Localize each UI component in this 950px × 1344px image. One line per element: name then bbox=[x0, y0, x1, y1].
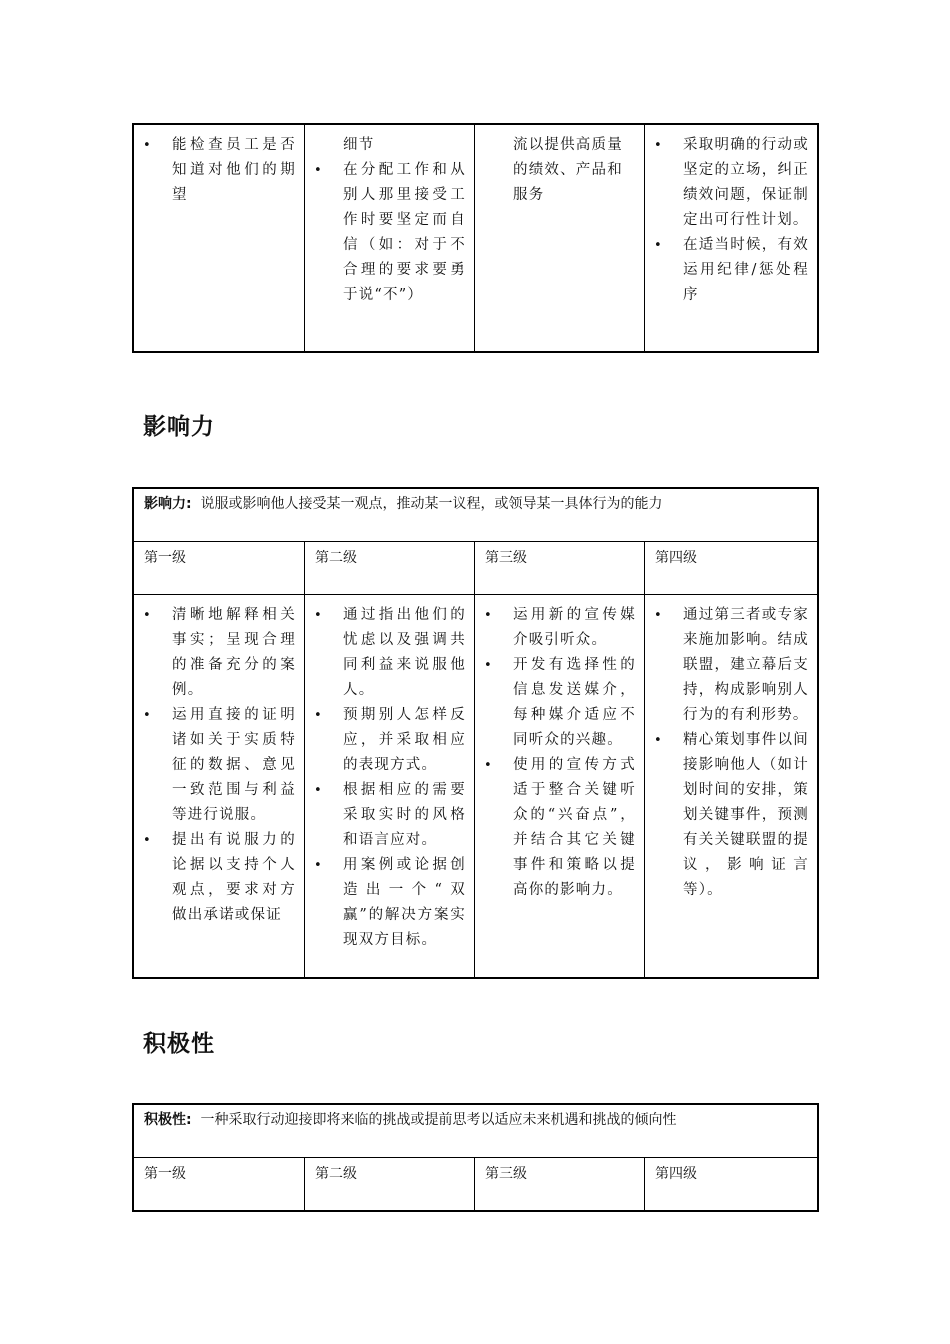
level-header: 第四级 bbox=[645, 1158, 818, 1211]
list-item: • 运用新的宣传媒介吸引听众。 bbox=[475, 603, 644, 653]
influence-level-4 bbox=[645, 595, 818, 978]
list-item: • 开发有选择性的信息发送媒介，每种媒介适应不同听众的兴趣。 bbox=[475, 653, 644, 753]
initiative-table bbox=[133, 1104, 818, 1211]
top-col-3 bbox=[475, 125, 645, 352]
level-header: 第一级 bbox=[134, 542, 305, 595]
list-item: • 使用的宣传方式适于整合关键听众的“兴奋点”，并结合其它关键事件和策略以提高你的影响力。 bbox=[475, 753, 644, 903]
influence-level-2 bbox=[305, 595, 475, 978]
list-item: • 在分配工作和从别人那里接受工作时要坚定而自信（如：对于不合理的要求要勇于说“不”） bbox=[305, 158, 474, 308]
initiative-definition bbox=[134, 1105, 818, 1158]
list-item: • 通过第三者或专家来施加影响。结成联盟，建立幕后支持，构成影响别人行为的有利形势。 bbox=[645, 603, 817, 728]
level-header: 第三级 bbox=[475, 1158, 645, 1211]
top-col-1 bbox=[134, 125, 305, 352]
list-item: • 提出有说服力的论据以支持个人观点，要求对方做出承诺或保证 bbox=[134, 828, 304, 928]
list-item: • 能检查员工是否知道对他们的期望 bbox=[134, 133, 304, 208]
list-item: • 通过指出他们的忧虑以及强调共同利益来说服他人。 bbox=[305, 603, 474, 703]
level-header: 第三级 bbox=[475, 542, 645, 595]
section-heading-influence: 影响力 bbox=[143, 414, 215, 440]
top-col-2 bbox=[305, 125, 475, 352]
definition-label: 影响力: bbox=[144, 496, 192, 512]
influence-level-3 bbox=[475, 595, 645, 978]
level-header: 第四级 bbox=[645, 542, 818, 595]
influence-level-1 bbox=[134, 595, 305, 978]
list-item: • 运用直接的证明诸如关于实质特征的数据、意见一致范围与利益等进行说服。 bbox=[134, 703, 304, 828]
list-item: • 用案例或论据创造出一个“双赢”的解决方案实现双方目标。 bbox=[305, 853, 474, 953]
list-item: • 清晰地解释相关事实；呈现合理的准备充分的案例。 bbox=[134, 603, 304, 703]
top-col-4 bbox=[645, 125, 818, 352]
level-header: 第二级 bbox=[305, 1158, 475, 1211]
level-header: 第二级 bbox=[305, 542, 475, 595]
definition-label: 积极性: bbox=[144, 1112, 192, 1128]
definition-text: 一种采取行动迎接即将来临的挑战或提前思考以适应未来机遇和挑战的倾向性 bbox=[200, 1112, 677, 1128]
list-item: • 预期别人怎样反应，并采取相应的表现方式。 bbox=[305, 703, 474, 778]
list-item: • 精心策划事件以间接影响他人（如计划时间的安排，策划关键事件，预测有关关键联盟的提议，影响证言等）。 bbox=[645, 728, 817, 903]
list-item: • 根据相应的需要采取实时的风格和语言应对。 bbox=[305, 778, 474, 853]
influence-table bbox=[133, 488, 818, 978]
continued-text: 流以提供高质量的绩效、产品和服务 bbox=[513, 137, 623, 203]
definition-text: 说服或影响他人接受某一观点，推动某一议程，或领导某一具体行为的能力 bbox=[200, 496, 663, 512]
section-heading-initiative: 积极性 bbox=[143, 1031, 215, 1057]
list-item: • 采取明确的行动或坚定的立场，纠正绩效问题，保证制定出可行性计划。 bbox=[645, 133, 817, 233]
top-competency-table bbox=[133, 124, 818, 352]
continued-text: 细节 bbox=[343, 137, 375, 153]
influence-definition bbox=[134, 489, 818, 542]
list-item: • 在适当时候，有效运用纪律/惩处程序 bbox=[645, 233, 817, 308]
level-header: 第一级 bbox=[134, 1158, 305, 1211]
